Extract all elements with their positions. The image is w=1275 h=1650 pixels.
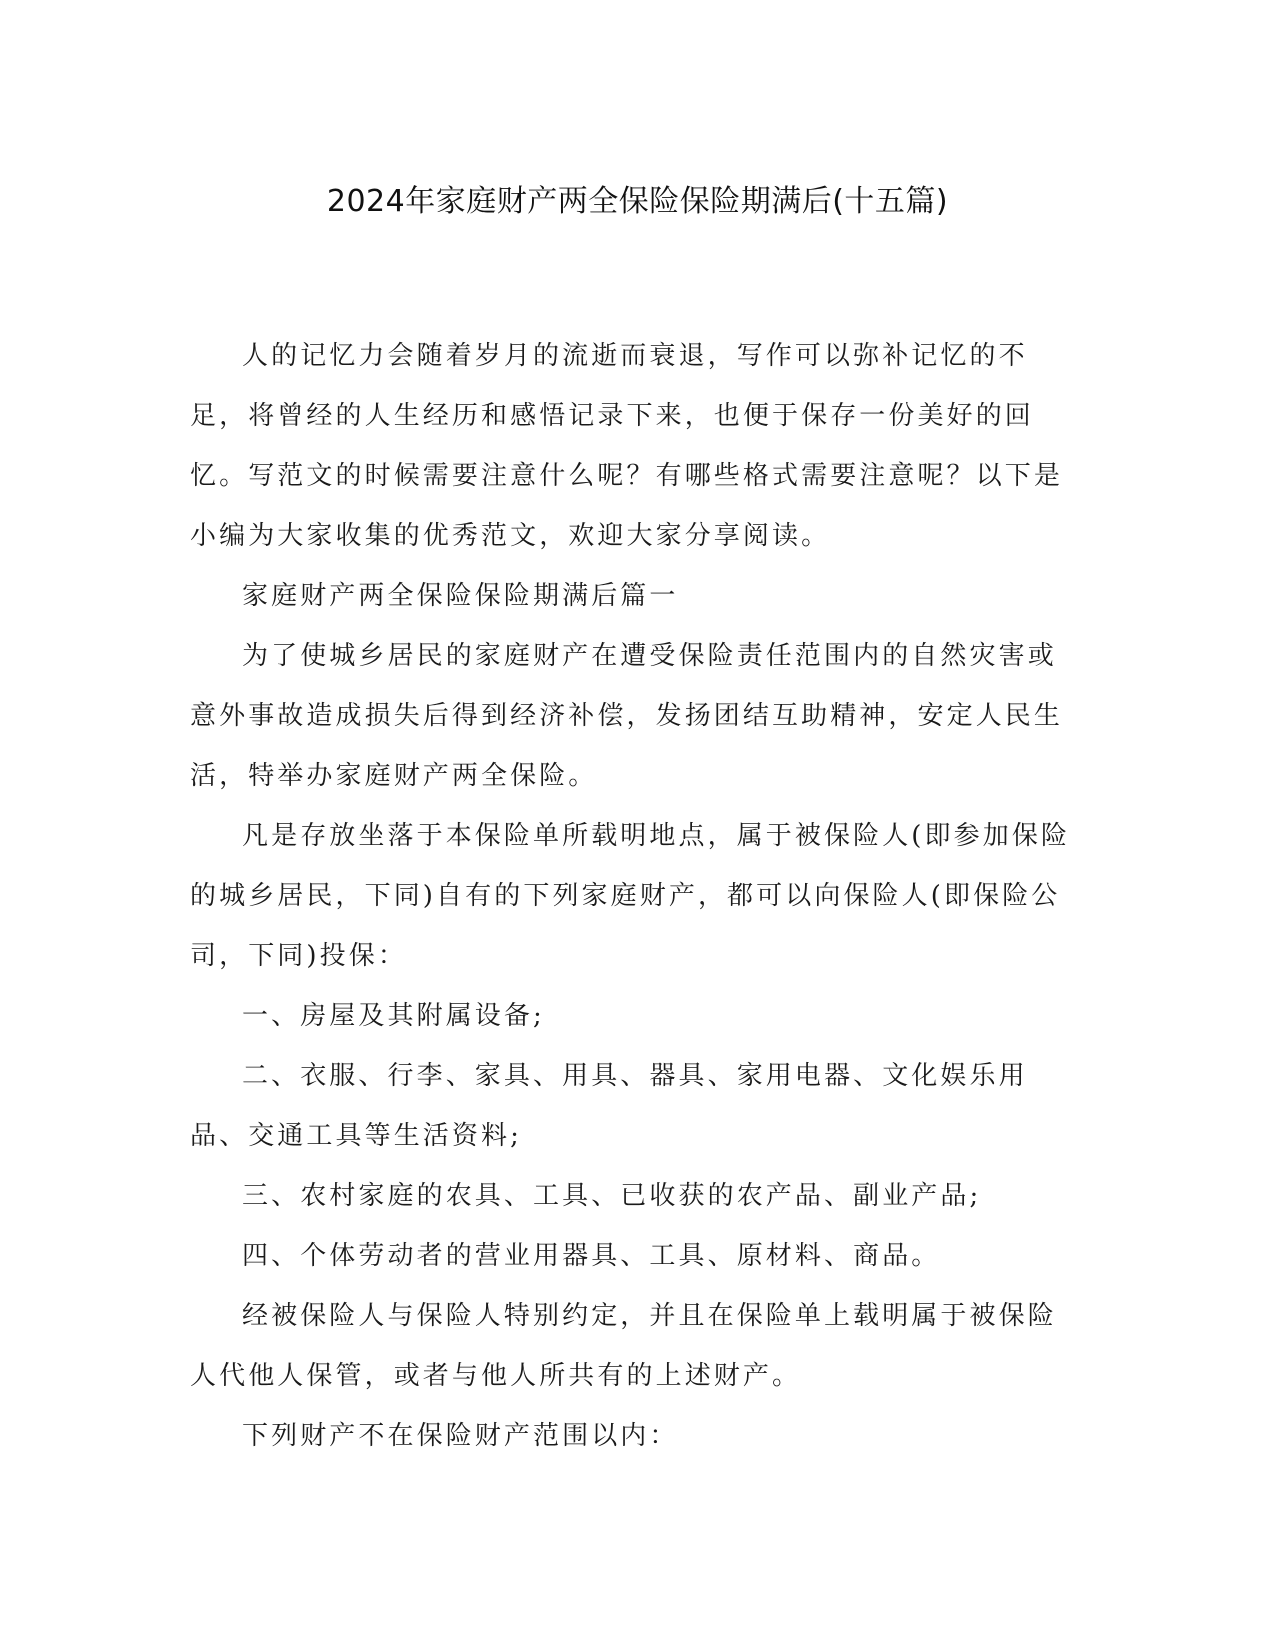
- list-item-3: 三、农村家庭的农具、工具、已收获的农产品、副业产品;: [242, 1181, 982, 1211]
- document-body: [190, 326, 1078, 1466]
- paragraph-special-agreement: 经被保险人与保险人特别约定，并且在保险单上载明属于被保险人代他人保管，或者与他人所共有的上述财产。: [190, 1301, 1057, 1391]
- list-item-4: 四、个体劳动者的营业用器具、工具、原材料、商品。: [242, 1241, 941, 1271]
- section-heading: 家庭财产两全保险保险期满后篇一: [242, 581, 679, 611]
- list-item-1: 一、房屋及其附属设备;: [242, 1001, 545, 1031]
- list-item-2: 二、衣服、行李、家具、用具、器具、家用电器、文化娱乐用品、交通工具等生活资料;: [190, 1061, 1028, 1151]
- paragraph-scope: 凡是存放坐落于本保险单所载明地点，属于被保险人(即参加保险的城乡居民，下同)自有的下列家庭财产，都可以向保险人(即保险公司，下同)投保：: [190, 821, 1071, 971]
- paragraph-purpose: 为了使城乡居民的家庭财产在遭受保险责任范围内的自然灾害或意外事故造成损失后得到经济补偿，发扬团结互助精神，安定人民生活，特举办家庭财产两全保险。: [190, 641, 1064, 791]
- document-title: 2024年家庭财产两全保险保险期满后(十五篇): [326, 184, 949, 219]
- paragraph-intro: 人的记忆力会随着岁月的流逝而衰退，写作可以弥补记忆的不足，将曾经的人生经历和感悟记录下来，也便于保存一份美好的回忆。写范文的时候需要注意什么呢？有哪些格式需要注意呢？以下是小编为大家收集的优秀范文，欢迎大家分享阅读。: [190, 341, 1064, 551]
- paragraph-exclusions: 下列财产不在保险财产范围以内：: [242, 1421, 679, 1451]
